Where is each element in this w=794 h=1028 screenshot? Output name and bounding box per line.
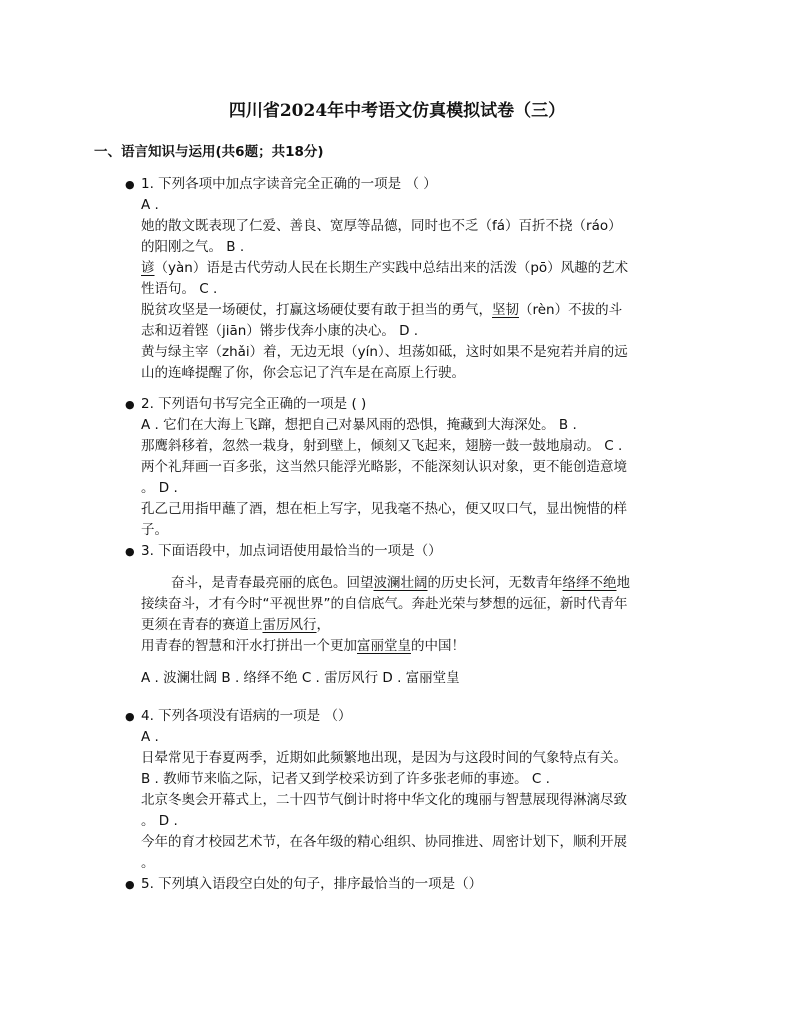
option-c-text-cont: 志和迈着铿（jiān）锵步伐奔小康的决心。 D .: [141, 323, 419, 339]
passage-line: 奋斗，是青春最亮丽的底色。回望波澜壮阔的历史长河，无数青年络绎不绝地: [171, 575, 630, 591]
question-1-stem: 1. 下列各项中加点字读音完全正确的一项是 （ ）: [141, 176, 437, 192]
question-4-line: 。: [141, 855, 155, 871]
question-2-line: 两个礼拜画一百多张，这当然只能浮光略影，不能深刻认识对象，更不能创造意境: [141, 459, 627, 475]
option-d-text-cont: 山的连峰提醒了你，你会忘记了汽车是在高原上行驶。: [141, 365, 465, 381]
section-heading: 一、语言知识与运用(共6题；共18分): [94, 144, 324, 160]
option-b-text: 谚（yàn）语是古代劳动人民在长期生产实践中总结出来的活泼（pō）风趣的艺术: [141, 260, 629, 276]
option-c-text: 脱贫攻坚是一场硬仗，打赢这场硬仗要有敢于担当的勇气，坚韧（rèn）不拔的斗: [141, 302, 623, 318]
option-b-text-cont: 性语句。 C .: [141, 281, 218, 297]
question-5: [125, 874, 711, 895]
bullet-icon: ●: [125, 545, 135, 558]
question-2-line: 孔乙己用指甲蘸了酒，想在柜上写字，见我毫不热心，便又叹口气，显出惋惜的样: [141, 501, 627, 517]
question-3-stem: 3. 下面语段中，加点词语使用最恰当的一项是（）: [141, 543, 442, 559]
question-3-options: A . 波澜壮阔 B . 络绎不绝 C . 雷厉风行 D . 富丽堂皇: [141, 670, 460, 686]
question-2-line: A . 它们在大海上飞蹿，想把自己对暴风雨的恐惧，掩藏到大海深处。 B .: [141, 417, 577, 433]
passage-word-d: 富丽堂皇: [357, 638, 411, 654]
passage-word-c: 雷厉风行: [262, 617, 317, 633]
option-a-text-cont: 的阳刚之气。 B .: [141, 239, 245, 255]
question-4-line: 今年的育才校园艺术节，在各年级的精心组织、协同推进、周密计划下，顺利开展: [141, 834, 627, 850]
question-2: [125, 394, 711, 541]
passage-line: 更须在青春的赛道上雷厉风行，: [141, 617, 330, 633]
question-2-stem: 2. 下列语句书写完全正确的一项是 ( ): [141, 396, 367, 412]
passage-line: 接续奋斗，才有今时“平视世界”的自信底气。奔赴光荣与梦想的远征，新时代青年: [141, 596, 628, 612]
question-2-line: 子。: [141, 522, 168, 538]
question-4-line: 北京冬奥会开幕式上，二十四节气倒计时将中华文化的瑰丽与智慧展现得淋漓尽致: [141, 792, 627, 808]
option-b-word: 谚: [141, 260, 155, 276]
question-4-line: A .: [141, 729, 159, 745]
question-5-stem: 5. 下列填入语段空白处的句子，排序最恰当的一项是（）: [141, 876, 483, 892]
question-4-line: 日晕常见于春夏两季，近期如此频繁地出现，是因为与这段时间的气象特点有关。: [141, 750, 627, 766]
question-2-line: 。 D .: [141, 480, 178, 496]
bullet-icon: ●: [125, 398, 135, 411]
bullet-icon: ●: [125, 178, 135, 191]
option-c-word: 坚韧: [492, 302, 519, 318]
option-a-label: A .: [141, 197, 159, 213]
bullet-icon: ●: [125, 878, 135, 891]
exam-title: 四川省2024年中考语文仿真模拟试卷（三）: [228, 101, 566, 121]
option-a-text: 她的散文既表现了仁爱、善良、宽厚等品德，同时也不乏（fá）百折不挠（ráo）: [141, 218, 622, 234]
bullet-icon: ●: [125, 710, 135, 723]
passage-word-a: 波澜壮阔: [373, 575, 428, 591]
question-4-line: 。 D .: [141, 813, 178, 829]
question-1: [125, 174, 711, 384]
question-4-stem: 4. 下列各项没有语病的一项是 （）: [141, 708, 352, 724]
option-d-text: 黄与绿主宰（zhǎi）着，无边无垠（yín）、坦荡如砥，这时如果不是宛若并肩的远: [141, 344, 628, 360]
passage-line: 用青春的智慧和汗水打拼出一个更加富丽堂皇的中国！: [141, 638, 465, 654]
question-4: [125, 706, 711, 874]
question-2-line: 那鹰斜移着，忽然一栽身，射到壁上，倾刻又飞起来，翅膀一鼓一鼓地扇动。 C .: [141, 438, 623, 454]
question-4-line: B . 教师节来临之际，记者又到学校采访到了许多张老师的事迹。 C .: [141, 771, 550, 787]
passage-word-b: 络绎不绝: [562, 575, 617, 591]
question-3: [125, 541, 711, 689]
